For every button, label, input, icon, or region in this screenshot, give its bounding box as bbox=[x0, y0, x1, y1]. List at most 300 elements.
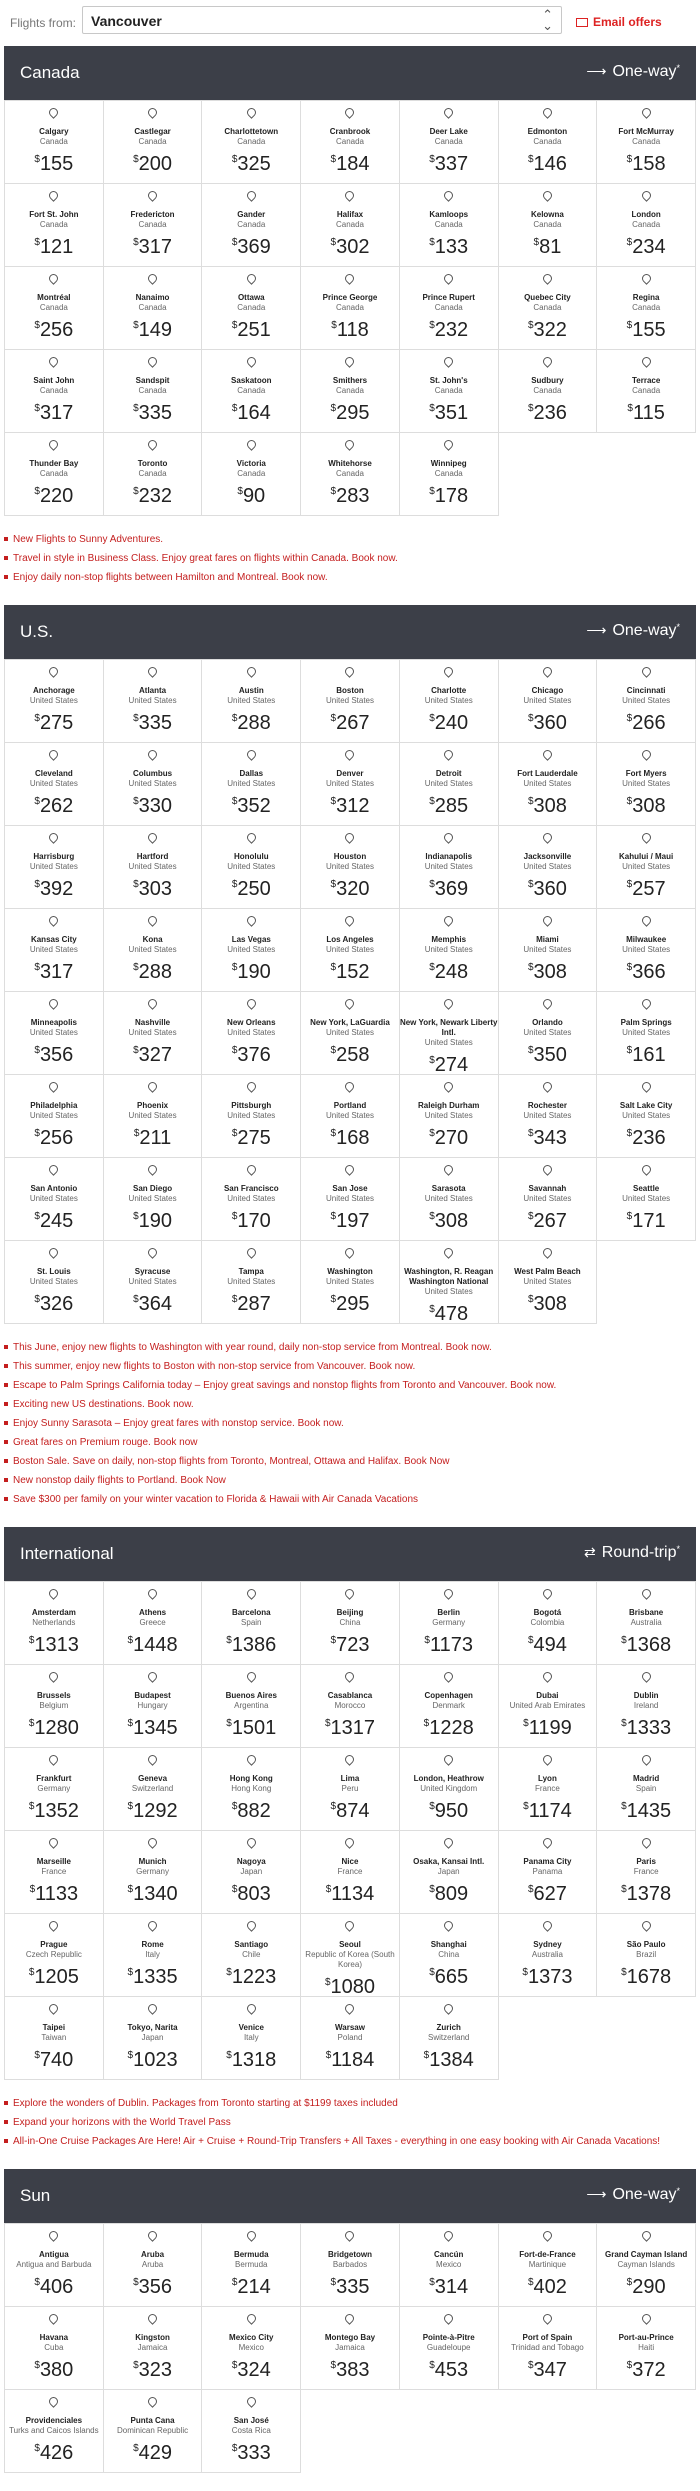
destination-tile[interactable] bbox=[499, 660, 598, 743]
map-pin-icon bbox=[344, 748, 357, 761]
destination-tile[interactable] bbox=[5, 1158, 104, 1241]
map-pin-icon bbox=[541, 1587, 554, 1600]
destination-tile[interactable] bbox=[597, 1831, 696, 1914]
destination-city: Buenos Aires bbox=[225, 1691, 277, 1700]
destination-tile[interactable] bbox=[202, 1748, 301, 1831]
destination-city: San Diego bbox=[133, 1184, 173, 1193]
destination-country: Canada bbox=[39, 469, 68, 478]
destination-tile[interactable] bbox=[597, 1582, 696, 1665]
destination-city: Savannah bbox=[528, 1184, 567, 1193]
destination-country: Czech Republic bbox=[25, 1950, 82, 1959]
destination-city: Beijing bbox=[336, 1608, 364, 1617]
price-value: 308 bbox=[533, 795, 567, 817]
destination-tile[interactable] bbox=[301, 1831, 400, 1914]
destination-tile[interactable] bbox=[301, 660, 400, 743]
destination-tile[interactable] bbox=[104, 826, 203, 909]
currency-symbol: $ bbox=[324, 1718, 331, 1729]
destination-city: Brussels bbox=[36, 1691, 71, 1700]
destination-tile[interactable] bbox=[104, 1241, 203, 1324]
destination-tile[interactable] bbox=[301, 1582, 400, 1665]
destination-tile[interactable] bbox=[202, 1914, 301, 1997]
destination-tile[interactable] bbox=[301, 1665, 400, 1748]
destination-tile[interactable] bbox=[202, 1831, 301, 1914]
price-value: 1335 bbox=[133, 1966, 178, 1988]
map-pin-icon bbox=[245, 1753, 258, 1766]
promo-link[interactable]: Great fares on Premium rouge. Book now bbox=[4, 1433, 696, 1452]
destination-tile[interactable] bbox=[597, 101, 696, 184]
destination-city: Chicago bbox=[531, 686, 564, 695]
map-pin-icon bbox=[47, 272, 60, 285]
destination-tile[interactable] bbox=[5, 1831, 104, 1914]
destination-country: United States bbox=[227, 779, 276, 788]
destination-tile[interactable] bbox=[400, 2224, 499, 2307]
destination-tile[interactable] bbox=[5, 992, 104, 1075]
destination-tile[interactable] bbox=[104, 992, 203, 1075]
destination-tile[interactable] bbox=[5, 1748, 104, 1831]
promo-link[interactable]: New nonstop daily flights to Portland. Book Now bbox=[4, 1471, 696, 1490]
destination-city: Columbus bbox=[133, 769, 173, 778]
promo-link[interactable]: Travel in style in Business Class. Enjoy great fares on flights within Canada. Book now. bbox=[4, 549, 696, 568]
promo-link[interactable]: Boston Sale. Save on daily, non-stop flights from Toronto, Montreal, Ottawa and Halifax. Book Now bbox=[4, 1452, 696, 1471]
destination-tile[interactable] bbox=[400, 909, 499, 992]
destination-tile[interactable] bbox=[104, 101, 203, 184]
destination-tile[interactable] bbox=[499, 992, 598, 1075]
price-value: 1313 bbox=[34, 1634, 79, 1656]
destination-tile[interactable] bbox=[301, 2224, 400, 2307]
destination-tile[interactable] bbox=[400, 1748, 499, 1831]
price-value: 1174 bbox=[528, 1800, 572, 1822]
destination-city: Winnipeg bbox=[430, 459, 467, 468]
destination-tile[interactable] bbox=[301, 2307, 400, 2390]
destination-tile[interactable] bbox=[5, 660, 104, 743]
chevron-up-down-icon: ⌃ ⌄ bbox=[542, 7, 553, 33]
trip-type-footnote-mark: * bbox=[676, 63, 680, 73]
currency-symbol: $ bbox=[523, 1801, 529, 1812]
destination-tile[interactable] bbox=[400, 992, 499, 1075]
destination-tile[interactable] bbox=[202, 1665, 301, 1748]
destination-tile[interactable] bbox=[104, 2307, 203, 2390]
price-value: 170 bbox=[237, 1210, 271, 1232]
map-pin-icon bbox=[541, 665, 554, 678]
destination-city: Nanaimo bbox=[135, 293, 170, 302]
destination-tile[interactable] bbox=[597, 909, 696, 992]
destination-tile[interactable] bbox=[5, 1914, 104, 1997]
currency-symbol: $ bbox=[34, 2277, 40, 2288]
destination-city: San Francisco bbox=[223, 1184, 279, 1193]
price-value: 308 bbox=[533, 961, 567, 983]
destination-tile[interactable] bbox=[400, 2307, 499, 2390]
currency-symbol: $ bbox=[28, 1967, 35, 1978]
price-value: 232 bbox=[138, 485, 173, 507]
destination-tile[interactable] bbox=[202, 660, 301, 743]
destination-tile[interactable] bbox=[5, 433, 104, 516]
one-way-arrow-icon: ⟶ bbox=[586, 622, 607, 638]
destination-tile[interactable] bbox=[400, 1914, 499, 1997]
destination-city: Grand Cayman Island bbox=[605, 2250, 688, 2259]
destination-city: Prague bbox=[40, 1940, 68, 1949]
destination-city: Frankfurt bbox=[36, 1774, 72, 1783]
price-value: 190 bbox=[138, 1210, 173, 1232]
destination-tile[interactable] bbox=[5, 826, 104, 909]
map-pin-icon bbox=[146, 1919, 159, 1932]
top-bar bbox=[0, 0, 700, 46]
price-value: 251 bbox=[237, 319, 271, 341]
section-1 bbox=[0, 605, 700, 1509]
destination-tile[interactable] bbox=[301, 1158, 400, 1241]
currency-symbol: $ bbox=[330, 962, 337, 973]
destination-tile[interactable] bbox=[202, 350, 301, 433]
destination-tile[interactable] bbox=[597, 660, 696, 743]
currency-symbol: $ bbox=[330, 1635, 337, 1646]
promo-link[interactable]: Exciting new US destinations. Book now. bbox=[4, 1395, 696, 1414]
destination-tile[interactable] bbox=[104, 1665, 203, 1748]
destination-tile[interactable] bbox=[597, 1158, 696, 1241]
destination-city: Cancún bbox=[434, 2250, 464, 2259]
destination-city: Barcelona bbox=[231, 1608, 271, 1617]
price-value: 723 bbox=[336, 1634, 370, 1656]
destination-tile[interactable] bbox=[5, 1582, 104, 1665]
destination-tile[interactable] bbox=[597, 1914, 696, 1997]
destination-tile[interactable] bbox=[499, 1582, 598, 1665]
destination-tile[interactable] bbox=[5, 743, 104, 826]
destination-tile[interactable] bbox=[104, 1075, 203, 1158]
currency-symbol: $ bbox=[527, 403, 534, 414]
destination-tile[interactable] bbox=[202, 1241, 301, 1324]
currency-symbol: $ bbox=[626, 2360, 633, 2371]
destination-tile[interactable] bbox=[301, 101, 400, 184]
destination-tile[interactable] bbox=[104, 184, 203, 267]
destination-price bbox=[5, 1289, 103, 1315]
destination-country: United States bbox=[128, 862, 177, 871]
destination-tile[interactable] bbox=[597, 826, 696, 909]
destination-city: Washington bbox=[327, 1267, 373, 1276]
currency-symbol: $ bbox=[527, 2360, 534, 2371]
destination-tile[interactable] bbox=[301, 909, 400, 992]
destination-tile[interactable] bbox=[301, 826, 400, 909]
destination-tile[interactable] bbox=[597, 184, 696, 267]
destination-tile[interactable] bbox=[5, 267, 104, 350]
price-value: 1435 bbox=[626, 1800, 672, 1822]
destination-price bbox=[400, 398, 498, 424]
destination-tile[interactable] bbox=[202, 2390, 301, 2473]
destination-tile[interactable] bbox=[499, 2307, 598, 2390]
price-value: 1199 bbox=[528, 1717, 572, 1739]
destination-tile[interactable] bbox=[301, 184, 400, 267]
currency-symbol: $ bbox=[429, 962, 435, 973]
map-pin-icon bbox=[541, 997, 554, 1010]
destination-tile[interactable] bbox=[5, 1075, 104, 1158]
map-pin-icon bbox=[146, 438, 159, 451]
promo-link[interactable]: Save $300 per family on your winter vacation to Florida & Hawaii with Air Canada Vacations bbox=[4, 1490, 696, 1509]
destination-tile[interactable] bbox=[597, 992, 696, 1075]
destination-tile[interactable] bbox=[499, 350, 598, 433]
destination-tile[interactable] bbox=[104, 267, 203, 350]
destination-tile[interactable] bbox=[202, 267, 301, 350]
currency-symbol: $ bbox=[34, 713, 40, 724]
destination-tile[interactable] bbox=[104, 1158, 203, 1241]
destination-price bbox=[202, 481, 300, 507]
destination-tile[interactable] bbox=[202, 826, 301, 909]
currency-symbol: $ bbox=[330, 403, 337, 414]
destination-tile[interactable] bbox=[400, 743, 499, 826]
destination-price bbox=[5, 1879, 103, 1905]
destination-price bbox=[5, 481, 103, 507]
map-pin-icon bbox=[442, 914, 455, 927]
currency-symbol: $ bbox=[429, 1211, 435, 1222]
currency-symbol: $ bbox=[34, 1045, 40, 1056]
destination-city: Brisbane bbox=[629, 1608, 664, 1617]
promo-link[interactable]: All-in-One Cruise Packages Are Here! Air + Cruise + Round-Trip Transfers + All Taxes - everything in one easy booking with Air Canada Vacations! bbox=[4, 2132, 696, 2151]
price-value: 326 bbox=[39, 1293, 74, 1315]
map-pin-icon bbox=[245, 997, 258, 1010]
destination-tile[interactable] bbox=[5, 2390, 104, 2473]
destination-country: Guadeloupe bbox=[426, 2343, 471, 2352]
destination-tile[interactable] bbox=[202, 1158, 301, 1241]
destination-tile[interactable] bbox=[301, 433, 400, 516]
currency-symbol: $ bbox=[237, 486, 243, 497]
destination-tile[interactable] bbox=[202, 992, 301, 1075]
destination-price bbox=[597, 1123, 695, 1149]
destination-price bbox=[597, 1713, 695, 1739]
destination-tile[interactable] bbox=[400, 826, 499, 909]
destination-tile[interactable] bbox=[104, 433, 203, 516]
currency-symbol: $ bbox=[522, 1967, 528, 1978]
destination-tile[interactable] bbox=[400, 267, 499, 350]
destination-country: Spain bbox=[241, 1618, 262, 1627]
destination-tile[interactable] bbox=[499, 1665, 598, 1748]
destination-tile[interactable] bbox=[597, 2307, 696, 2390]
destination-city: Denver bbox=[336, 769, 364, 778]
currency-symbol: $ bbox=[133, 486, 139, 497]
destination-tile[interactable] bbox=[5, 1665, 104, 1748]
departure-city-select[interactable] bbox=[82, 6, 562, 34]
destination-tile[interactable] bbox=[301, 350, 400, 433]
promo-list bbox=[4, 2094, 696, 2151]
destination-tile[interactable] bbox=[301, 1748, 400, 1831]
price-value: 369 bbox=[434, 878, 469, 900]
destination-tile[interactable] bbox=[499, 1748, 598, 1831]
destination-tile[interactable] bbox=[104, 1997, 203, 2080]
destination-tile[interactable] bbox=[400, 433, 499, 516]
price-value: 1448 bbox=[133, 1634, 178, 1656]
destination-tile[interactable] bbox=[499, 826, 598, 909]
promo-link[interactable]: New Flights to Sunny Adventures. bbox=[4, 530, 696, 549]
price-value: 283 bbox=[336, 485, 370, 507]
map-pin-icon bbox=[344, 914, 357, 927]
destination-price bbox=[597, 398, 695, 424]
destination-city: Pittsburgh bbox=[231, 1101, 272, 1110]
section-title: International bbox=[20, 1544, 114, 1563]
price-value: 317 bbox=[39, 961, 74, 983]
destination-tile[interactable] bbox=[104, 1748, 203, 1831]
destination-tile[interactable] bbox=[499, 1075, 598, 1158]
promo-link[interactable]: Enjoy Sunny Sarasota – Enjoy great fares with nonstop service. Book now. bbox=[4, 1414, 696, 1433]
map-pin-icon bbox=[146, 831, 159, 844]
price-value: 874 bbox=[336, 1800, 370, 1822]
destination-city: London bbox=[631, 210, 661, 219]
destination-tile[interactable] bbox=[597, 267, 696, 350]
destination-tile[interactable] bbox=[5, 2307, 104, 2390]
destination-tile[interactable] bbox=[5, 101, 104, 184]
destination-tile[interactable] bbox=[5, 1997, 104, 2080]
destination-tile[interactable] bbox=[400, 1075, 499, 1158]
destination-tile[interactable] bbox=[104, 2390, 203, 2473]
destination-tile[interactable] bbox=[202, 909, 301, 992]
destination-tile[interactable] bbox=[104, 909, 203, 992]
promo-link[interactable]: This June, enjoy new flights to Washington with year round, daily non-stop service from Montreal. Book now. bbox=[4, 1338, 696, 1357]
destination-tile[interactable] bbox=[400, 660, 499, 743]
destination-tile[interactable] bbox=[202, 2307, 301, 2390]
promo-link[interactable]: Expand your horizons with the World Travel Pass bbox=[4, 2113, 696, 2132]
destination-price bbox=[499, 149, 597, 175]
destination-tile[interactable] bbox=[597, 1748, 696, 1831]
destination-tile[interactable] bbox=[301, 1997, 400, 2080]
destination-price bbox=[597, 957, 695, 983]
destination-price bbox=[499, 957, 597, 983]
destination-tile[interactable] bbox=[499, 743, 598, 826]
currency-symbol: $ bbox=[231, 2360, 238, 2371]
destination-tile[interactable] bbox=[202, 101, 301, 184]
destination-tile[interactable] bbox=[400, 1665, 499, 1748]
destination-city: Fredericton bbox=[130, 210, 175, 219]
destination-tile[interactable] bbox=[5, 2224, 104, 2307]
destination-price bbox=[400, 149, 498, 175]
destination-city: Port of Spain bbox=[522, 2333, 573, 2342]
destination-tile[interactable] bbox=[499, 1158, 598, 1241]
price-value: 360 bbox=[533, 878, 567, 900]
price-value: 171 bbox=[632, 1210, 666, 1232]
destination-tile[interactable] bbox=[202, 2224, 301, 2307]
destination-city: Syracuse bbox=[134, 1267, 171, 1276]
map-pin-icon bbox=[47, 1670, 60, 1683]
map-pin-icon bbox=[442, 665, 455, 678]
destination-tile[interactable] bbox=[597, 1665, 696, 1748]
destination-price bbox=[104, 1713, 202, 1739]
promo-link[interactable]: Explore the wonders of Dublin. Packages from Toronto starting at $1199 taxes included bbox=[4, 2094, 696, 2113]
destination-tile[interactable] bbox=[202, 1075, 301, 1158]
destination-city: Charlotte bbox=[431, 686, 467, 695]
destination-tile[interactable] bbox=[202, 743, 301, 826]
promo-link[interactable]: Escape to Palm Springs California today – Enjoy great savings and nonstop flights from Toronto and Vancouver. Book now. bbox=[4, 1376, 696, 1395]
map-pin-icon bbox=[640, 106, 653, 119]
destination-tile[interactable] bbox=[5, 350, 104, 433]
map-pin-icon bbox=[47, 2229, 60, 2242]
destination-tile[interactable] bbox=[499, 1914, 598, 1997]
destination-tile[interactable] bbox=[5, 184, 104, 267]
currency-symbol: $ bbox=[527, 320, 534, 331]
destination-tile[interactable] bbox=[104, 1582, 203, 1665]
destination-city: Whitehorse bbox=[328, 459, 372, 468]
destination-tile[interactable] bbox=[400, 1158, 499, 1241]
destination-tile[interactable] bbox=[5, 1241, 104, 1324]
destination-tile[interactable] bbox=[104, 743, 203, 826]
destination-tile[interactable] bbox=[104, 660, 203, 743]
currency-symbol: $ bbox=[231, 237, 238, 248]
destination-tile[interactable] bbox=[301, 1075, 400, 1158]
destination-tile[interactable] bbox=[104, 350, 203, 433]
destination-tile[interactable] bbox=[202, 433, 301, 516]
destination-price bbox=[400, 874, 498, 900]
destination-tile[interactable] bbox=[400, 1241, 499, 1324]
destination-tile[interactable] bbox=[499, 184, 598, 267]
currency-symbol: $ bbox=[423, 2050, 430, 2061]
price-value: 285 bbox=[434, 795, 469, 817]
destination-tile[interactable] bbox=[400, 1997, 499, 2080]
currency-symbol: $ bbox=[231, 2443, 238, 2454]
destination-price bbox=[202, 2355, 300, 2381]
destination-tile[interactable] bbox=[202, 184, 301, 267]
destination-tile[interactable] bbox=[202, 1582, 301, 1665]
map-pin-icon bbox=[344, 1919, 357, 1932]
destination-price bbox=[5, 1206, 103, 1232]
email-offers-link[interactable] bbox=[576, 15, 662, 29]
price-value: 1173 bbox=[429, 1634, 473, 1656]
currency-symbol: $ bbox=[429, 796, 435, 807]
destination-price bbox=[597, 1796, 695, 1822]
destination-tile[interactable] bbox=[400, 184, 499, 267]
promo-link[interactable]: This summer, enjoy new flights to Boston with non-stop service from Vancouver. Book now. bbox=[4, 1357, 696, 1376]
price-value: 1352 bbox=[34, 1800, 79, 1822]
price-value: 287 bbox=[237, 1293, 271, 1315]
destination-tile[interactable] bbox=[499, 909, 598, 992]
destination-tile[interactable] bbox=[202, 1997, 301, 2080]
section-header bbox=[4, 46, 696, 100]
destination-country: Canada bbox=[533, 137, 562, 146]
price-value: 335 bbox=[336, 2276, 370, 2298]
destination-tile[interactable] bbox=[104, 1914, 203, 1997]
destination-tile[interactable] bbox=[301, 992, 400, 1075]
destination-tile[interactable] bbox=[597, 350, 696, 433]
map-pin-icon bbox=[47, 748, 60, 761]
destination-tile[interactable] bbox=[597, 2224, 696, 2307]
destination-price bbox=[400, 1713, 498, 1739]
destination-city: Saskatoon bbox=[231, 376, 272, 385]
destination-tile[interactable] bbox=[301, 1241, 400, 1324]
destination-tile[interactable] bbox=[499, 101, 598, 184]
destination-tile[interactable] bbox=[104, 1831, 203, 1914]
destination-tile[interactable] bbox=[597, 1075, 696, 1158]
destination-tile[interactable] bbox=[400, 350, 499, 433]
destination-city: Venice bbox=[238, 2023, 264, 2032]
destination-tile[interactable] bbox=[597, 743, 696, 826]
map-pin-icon bbox=[47, 914, 60, 927]
destination-tile[interactable] bbox=[499, 1241, 598, 1324]
destination-country: Argentina bbox=[234, 1701, 269, 1710]
currency-symbol: $ bbox=[621, 1635, 627, 1646]
price-value: 270 bbox=[434, 1127, 469, 1149]
map-pin-icon bbox=[245, 2312, 258, 2325]
destination-country: United States bbox=[622, 1111, 671, 1120]
destination-tile[interactable] bbox=[400, 1831, 499, 1914]
map-pin-icon bbox=[47, 189, 60, 202]
destination-tile[interactable] bbox=[301, 267, 400, 350]
price-value: 1333 bbox=[626, 1717, 672, 1739]
destination-tile[interactable] bbox=[301, 743, 400, 826]
destination-price bbox=[499, 874, 597, 900]
destination-tile[interactable] bbox=[301, 1914, 400, 1997]
destination-tile[interactable] bbox=[104, 2224, 203, 2307]
destination-tile[interactable] bbox=[5, 909, 104, 992]
promo-link[interactable]: Enjoy daily non-stop flights between Hamilton and Montreal. Book now. bbox=[4, 568, 696, 587]
map-pin-icon bbox=[344, 1080, 357, 1093]
destination-city: Providenciales bbox=[25, 2416, 83, 2425]
destination-tile[interactable] bbox=[499, 267, 598, 350]
destination-tile[interactable] bbox=[400, 101, 499, 184]
destination-tile[interactable] bbox=[400, 1582, 499, 1665]
destination-tile[interactable] bbox=[499, 2224, 598, 2307]
destination-tile[interactable] bbox=[499, 1831, 598, 1914]
currency-symbol: $ bbox=[231, 1884, 238, 1895]
